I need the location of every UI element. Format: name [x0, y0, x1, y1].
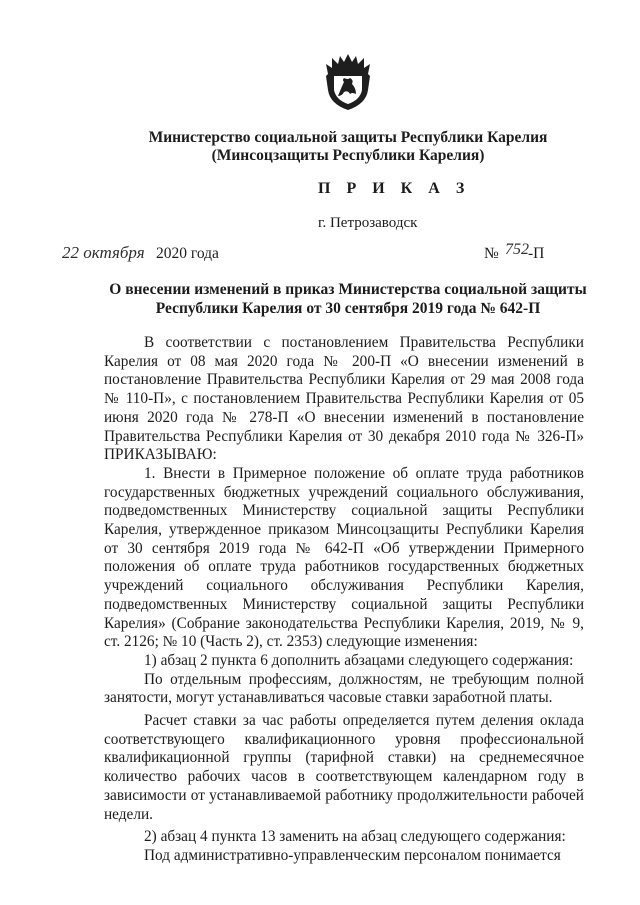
number-sign: №	[484, 245, 499, 262]
paragraph-preamble: В соответствии с постановлением Правительства Республики Карелия от 08 мая 2020 года № 200-П «О внесении изменений в постановление Правительства Республики Карелия от 29 мая 2008 года № 110-П», с постановлением Правительства Республики Карелия от 05 июня 2020 года № 278-П «О внесении изменений в постановление Правительства Республики Карелия от 30 декабря 2010 года № 326-П» ПРИКАЗЫВАЮ:	[104, 334, 584, 464]
handwritten-number: 752	[505, 241, 529, 258]
ministry-full-name: Министерство социальной защиты Республики Карелия	[148, 129, 548, 146]
paragraph-admin-staff: Под административно-управленческим персоналом понимается	[144, 846, 561, 864]
date-year: 2020 года	[156, 245, 219, 262]
order-body	[104, 334, 584, 866]
ministry-short-name: (Минсоцзащиты Республики Карелия)	[211, 147, 485, 164]
city-line: г. Петрозаводск	[318, 215, 418, 231]
paragraph-subitem-1: 1) абзац 2 пункта 6 дополнить абзацами следующего содержания:	[144, 651, 574, 669]
document-type-title: П Р И К А З	[318, 180, 471, 197]
paragraph-item-1: 1. Внести в Примерное положение об оплате труда работников государственных бюджетных учреждений социального обслуживания, подведомственных Министерству социальной защиты Республики Карелия, утвержденное приказом Минсоцзащиты Республики Карелия от 30 сентября 2019 года № 642-П «Об утверждении Примерного положения об оплате труда работников государственных бюджетных учреждений социального обслуживания Республики Карелия, подведомственных Министерству социальной защиты Республики Карелия» (Собрание законодательства Республики Карелия, 2019, № 9, ст. 2126; № 10 (Часть 2), ст. 2353) следующие изменения:	[104, 464, 584, 651]
paragraph-hourly-rates: По отдельным профессиям, должностям, не требующим полной занятости, могут устанавливаться часовые ставки заработной платы.	[104, 670, 584, 707]
paragraph-subitem-2: 2) абзац 4 пункта 13 заменить на абзац следующего содержания:	[144, 828, 566, 846]
paragraph-rate-calculation: Расчет ставки за час работы определяется путем деления оклада соответствующего квалификационного уровня профессиональной квалификационной группы (тарифной ставки) на среднемесячное количество рабочих часов в соответствующем календарном году в зависимости от устанавливаемой работнику продолжительности рабочей недели.	[104, 712, 584, 823]
handwritten-date: 22 октября	[62, 243, 145, 262]
coat-of-arms-icon	[322, 52, 374, 112]
order-subject: О внесении изменений в приказ Министерства социальной защиты Республики Карелия от 30 сентября 2019 года № 642-П	[109, 281, 587, 317]
number-suffix: -П	[528, 245, 545, 262]
